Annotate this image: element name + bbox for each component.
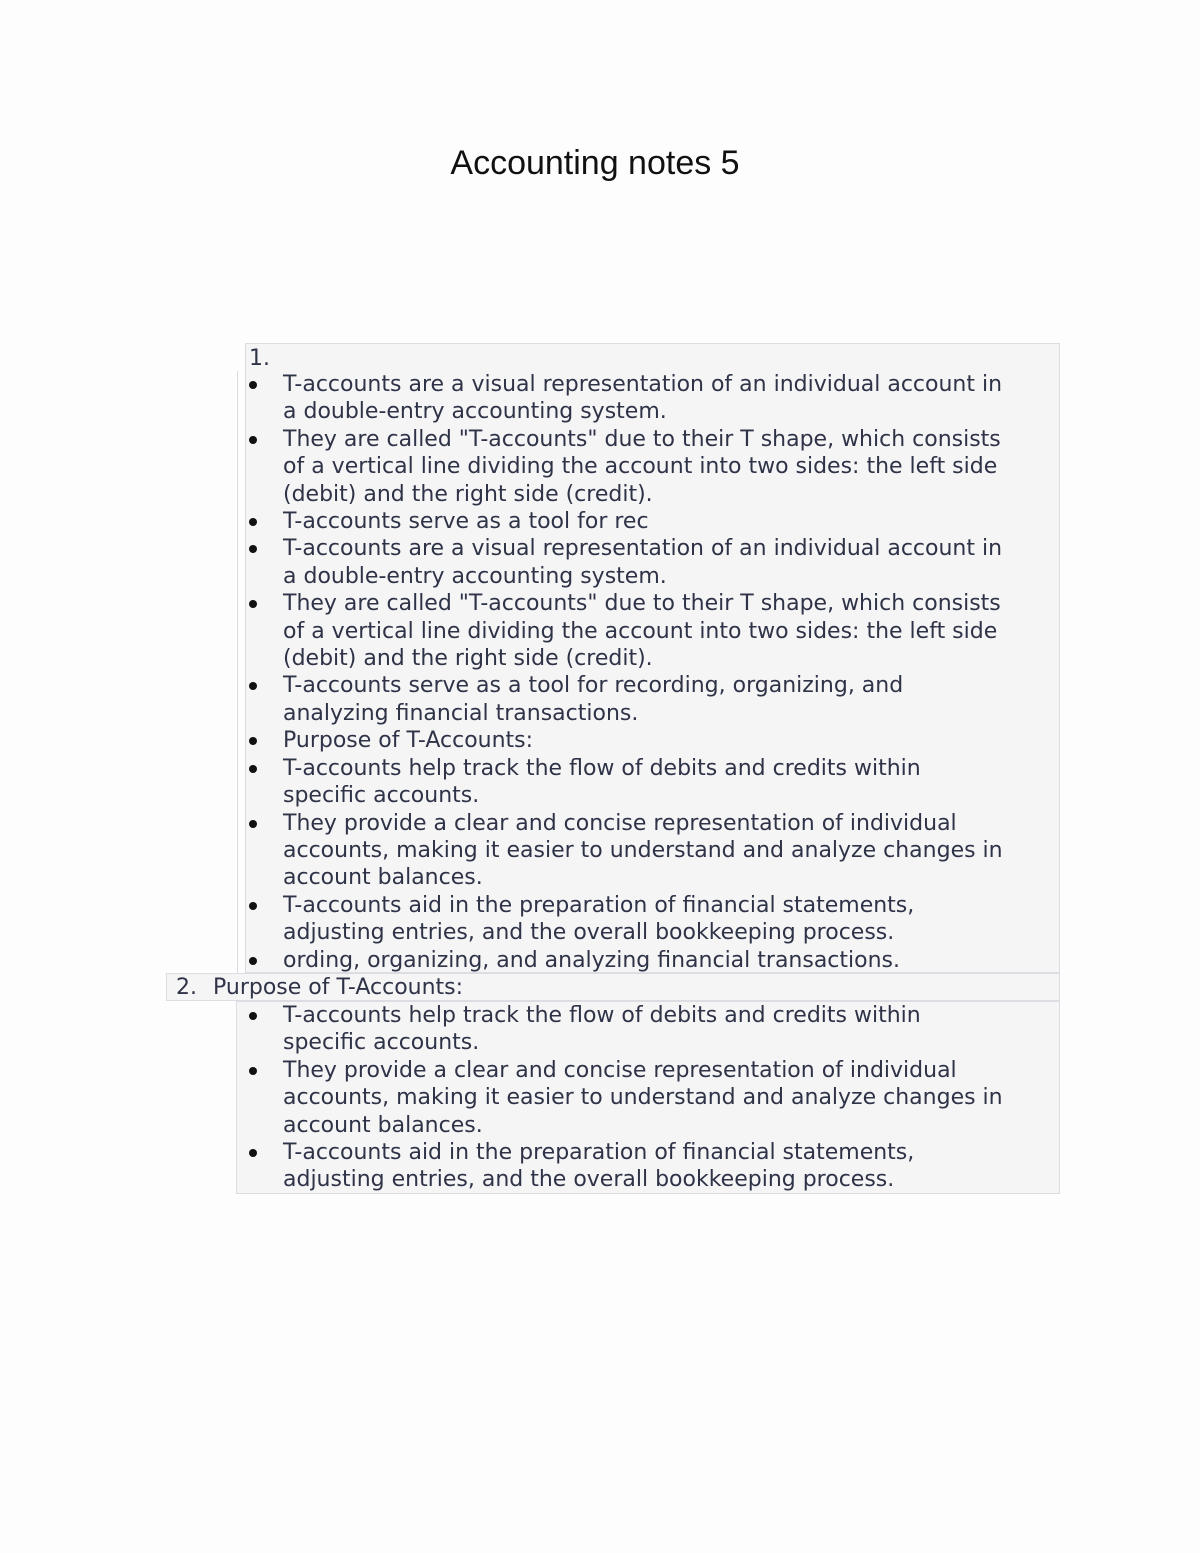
list-item-text: T-accounts aid in the preparation of financial statements, adjusting entries, and the overall bookkeeping process. <box>283 1140 915 1193</box>
list-item <box>237 426 1059 508</box>
section-1-bullet-list <box>237 371 1059 974</box>
bullet-icon <box>249 600 257 608</box>
bullet-icon <box>249 737 257 745</box>
list-item-text: T-accounts are a visual representation of an individual account in a double-entry accounting system. <box>283 536 1003 589</box>
section-1-block <box>245 343 1060 973</box>
list-item <box>237 371 1059 426</box>
list-item-text: They provide a clear and concise representation of individual accounts, making it easier to understand and analyze changes in account balances. <box>283 810 1003 891</box>
list-item <box>237 810 1059 892</box>
list-item-text: Purpose of T-Accounts: <box>283 728 534 754</box>
list-item <box>237 1002 1059 1057</box>
list-item <box>237 947 1059 974</box>
list-item-text: ording, organizing, and analyzing financial transactions. <box>283 947 900 973</box>
list-item-text: T-accounts help track the flow of debits and credits within specific accounts. <box>283 1003 921 1056</box>
list-item-text: They are called "T-accounts" due to their T shape, which consists of a vertical line dividing the account into two sides: the left side (debit) and the right side (credit). <box>283 426 1001 507</box>
list-item <box>237 1139 1059 1194</box>
bullet-icon <box>249 518 257 526</box>
bullet-icon <box>249 436 257 444</box>
list-item <box>237 755 1059 810</box>
list-item <box>237 590 1059 672</box>
section-2-block <box>236 1001 1060 1194</box>
list-item <box>237 727 1059 754</box>
bullet-icon <box>249 381 257 389</box>
bullet-icon <box>249 957 257 965</box>
list-item <box>237 892 1059 947</box>
list-item <box>237 1057 1059 1139</box>
bullet-icon <box>249 545 257 553</box>
bullet-icon <box>249 1067 257 1075</box>
bullet-icon <box>249 682 257 690</box>
bullet-icon <box>249 765 257 773</box>
section-2-number: 2. <box>176 975 197 1000</box>
list-item <box>237 535 1059 590</box>
bullet-icon <box>249 1149 257 1157</box>
list-item-text: They are called "T-accounts" due to their T shape, which consists of a vertical line dividing the account into two sides: the left side (debit) and the right side (credit). <box>283 591 1001 672</box>
bullet-icon <box>249 820 257 828</box>
section-1-number: 1. <box>249 346 270 371</box>
document-title: Accounting notes 5 <box>450 144 740 182</box>
list-item-text: T-accounts serve as a tool for rec <box>283 509 649 535</box>
bullet-icon <box>249 1012 257 1020</box>
list-item-text: T-accounts help track the flow of debits and credits within specific accounts. <box>283 755 921 809</box>
section-2-heading: Purpose of T-Accounts: <box>213 975 464 1000</box>
list-item <box>237 508 1059 535</box>
list-item <box>237 672 1059 727</box>
list-item-text: T-accounts serve as a tool for recording, organizing, and analyzing financial transactions. <box>283 673 904 726</box>
list-item-text: They provide a clear and concise representation of individual accounts, making it easier to understand and analyze changes in account balances. <box>283 1057 1003 1138</box>
bullet-icon <box>249 902 257 910</box>
section-2-heading-row <box>166 973 1060 1001</box>
list-item-text: T-accounts are a visual representation of an individual account in a double-entry accounting system. <box>283 372 1003 425</box>
section-2-bullet-list <box>237 1002 1059 1194</box>
list-item-text: T-accounts aid in the preparation of financial statements, adjusting entries, and the overall bookkeeping process. <box>283 892 915 946</box>
